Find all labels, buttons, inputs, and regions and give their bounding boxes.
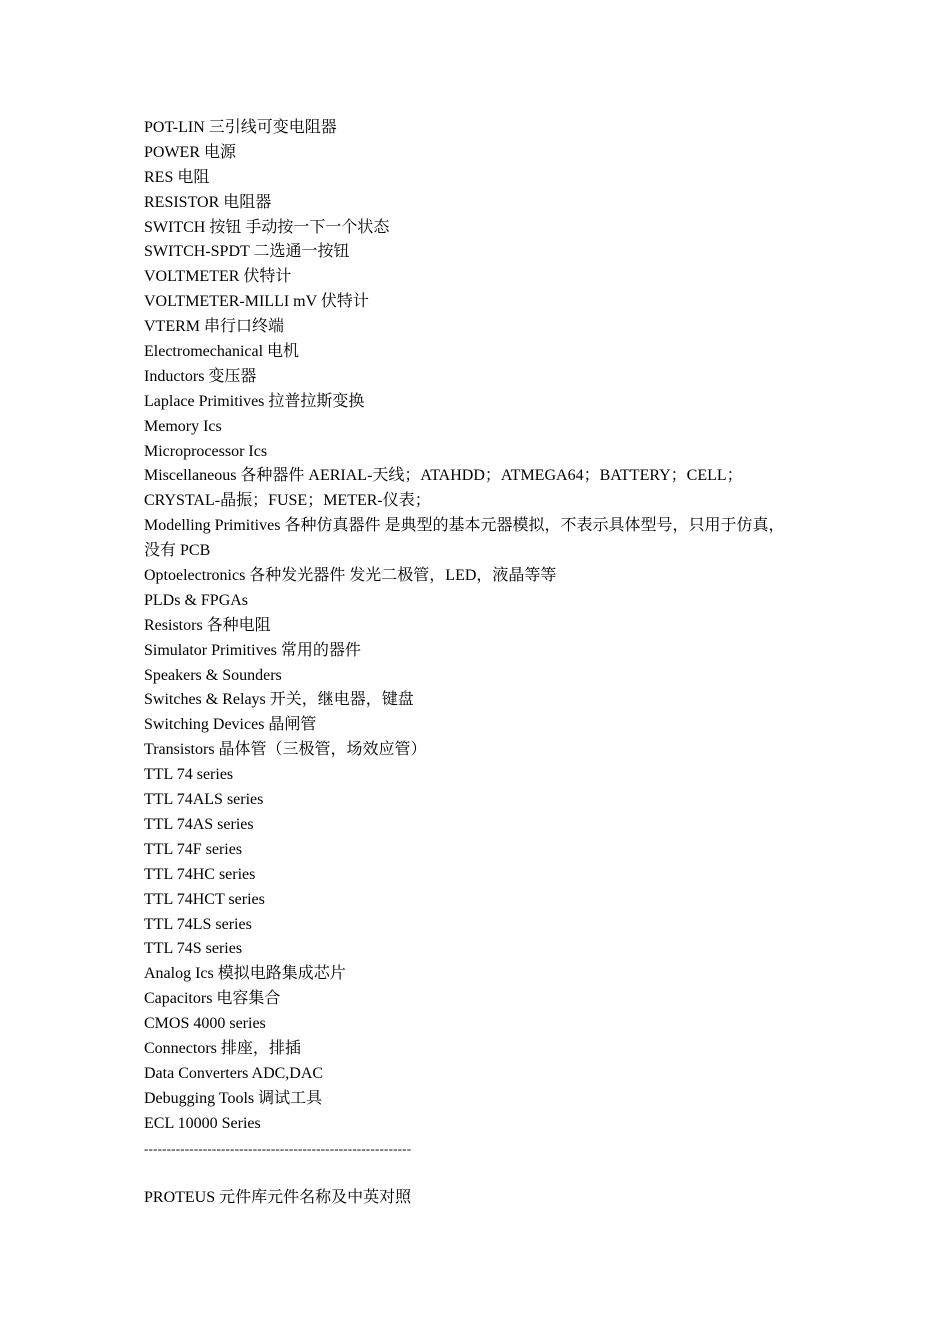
text-line: Optoelectronics 各种发光器件 发光二极管，LED，液晶等等 [144,567,557,585]
text-line: Capacitors 电容集合 [144,990,281,1008]
text-line: Speakers & Sounders [144,666,282,684]
text-line: TTL 74LS series [144,915,252,933]
text-line: Debugging Tools 调试工具 [144,1089,323,1107]
miscellaneous-line-1: Miscellaneous 各种器件 AERIAL-天线；ATAHDD；ATMEGA64；BATTERY；CELL； [144,467,743,485]
text-line: RES 电阻 [144,168,210,186]
modelling-primitives-line-2: 没有 PCB [144,542,211,560]
text-line: SWITCH-SPDT 二选通一按钮 [144,243,350,261]
text-line: Analog Ics 模拟电路集成芯片 [144,965,346,983]
text-line: TTL 74HC series [144,865,256,883]
text-line: Transistors 晶体管（三极管，场效应管） [144,741,427,759]
miscellaneous-line-2: CRYSTAL-晶振；FUSE；METER-仪表； [144,492,431,510]
text-line: Resistors 各种电阻 [144,616,271,634]
text-line: POWER 电源 [144,143,237,161]
text-line: SWITCH 按钮 手动按一下一个状态 [144,218,390,236]
text-line: VOLTMETER 伏特计 [144,268,292,286]
document-body [144,116,814,1211]
text-line: Microprocessor Ics [144,442,268,460]
dashed-separator: ----------------------------------------------------------- [144,1140,412,1156]
text-line: TTL 74ALS series [144,791,264,809]
text-line: Inductors 变压器 [144,367,257,385]
text-line: VTERM 串行口终端 [144,318,285,336]
blank-line [144,1161,814,1186]
text-line: Simulator Primitives 常用的器件 [144,641,361,659]
text-line: Switches & Relays 开关，继电器，键盘 [144,691,414,709]
text-line: RESISTOR 电阻器 [144,193,272,211]
text-line: PLDs & FPGAs [144,591,249,609]
text-line: Electromechanical 电机 [144,343,300,361]
document-heading: PROTEUS 元件库元件名称及中英对照 [144,1189,412,1207]
text-line: Switching Devices 晶闸管 [144,716,317,734]
text-line: POT-LIN 三引线可变电阻器 [144,119,337,136]
text-line: Laplace Primitives 拉普拉斯变换 [144,392,365,410]
text-line: Data Converters ADC,DAC [144,1064,324,1082]
text-line: TTL 74S series [144,940,243,958]
text-line: Connectors 排座，排插 [144,1039,301,1057]
text-line: TTL 74 series [144,766,234,784]
text-line: ECL 10000 Series [144,1114,261,1132]
text-line: TTL 74HCT series [144,890,265,908]
text-line: TTL 74F series [144,840,243,858]
text-line: CMOS 4000 series [144,1015,266,1033]
modelling-primitives-line-1: Modelling Primitives 各种仿真器件 是典型的基本元器模拟，不表示具体型号，只用于仿真， [144,517,785,535]
text-line: VOLTMETER-MILLI mV 伏特计 [144,293,369,311]
text-line: Memory Ics [144,417,222,435]
text-line: TTL 74AS series [144,815,254,833]
